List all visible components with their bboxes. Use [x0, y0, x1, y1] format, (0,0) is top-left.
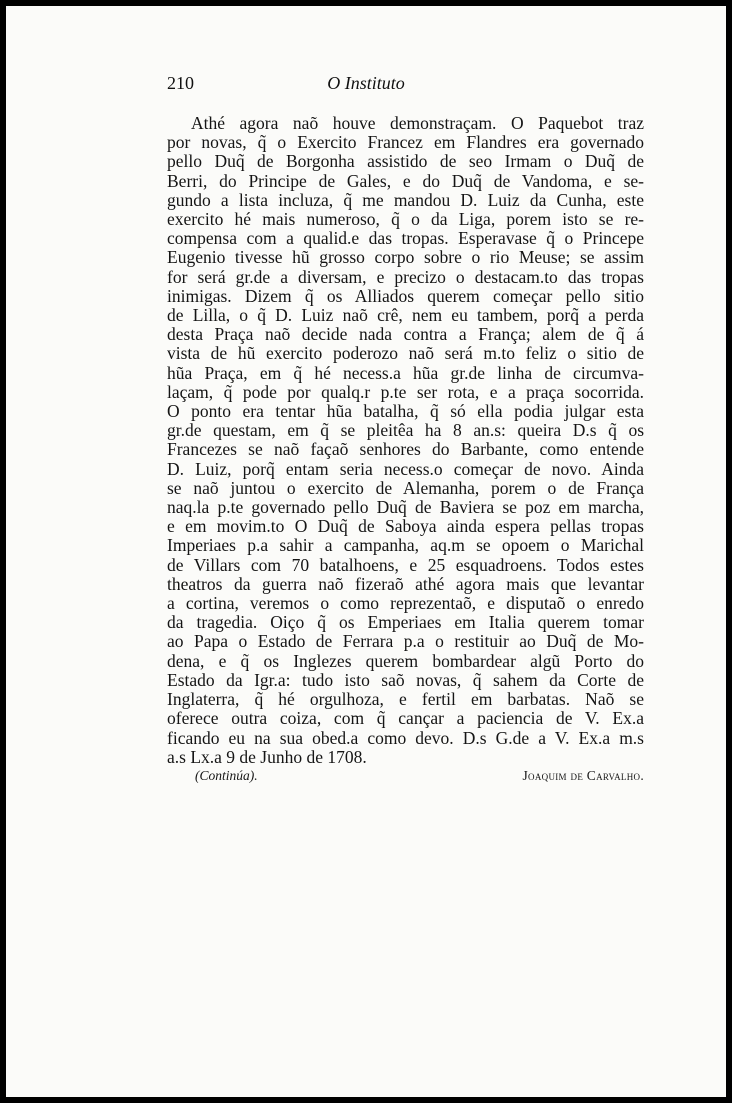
text-line: O ponto era tentar hũa batalha, q̃ só ella podia julgar esta	[167, 401, 644, 422]
text-line: pello Duq̃ de Borgonha assistido de seo Irmam o Duq̃ de	[167, 151, 644, 172]
document-page	[6, 6, 726, 1097]
page-header	[6, 73, 726, 95]
page-number: 210	[167, 73, 194, 93]
text-line: de Villars com 70 batalhoens, e 25 esquadroens. Todos estes	[167, 554, 644, 575]
text-line: ao Papa o Estado de Ferrara p.a o restituir ao Duq̃ de Mo-	[167, 631, 644, 652]
continued-note: (Continúa).	[195, 768, 258, 783]
text-line: gr.de questam, em q̃ se pleitêa ha 8 an.s: queira D.s q̃ os	[167, 420, 644, 441]
text-line: da tragedia. Oiço q̃ os Emperiaes em Italia querem tomar	[167, 612, 644, 633]
text-line: hũa Praça, em q̃ hé necess.a hũa gr.de linha de circumva-	[167, 362, 644, 383]
running-title: O Instituto	[327, 73, 405, 93]
text-line: desta Praça naõ decide nada contra a França; alem de q̃ á	[167, 324, 644, 345]
text-line: Eugenio tivesse hũ grosso corpo sobre o rio Meuse; se assim	[167, 247, 644, 268]
text-line: Berri, do Principe de Gales, e do Duq̃ de Vandoma, e se-	[167, 170, 644, 191]
text-line: a.s Lx.a 9 de Junho de 1708.	[167, 746, 367, 767]
text-line: gundo a lista incluza, q̃ me mandou D. Luiz da Cunha, este	[167, 189, 644, 210]
text-line: vista de hũ exercito poderozo naõ será m.to feliz o sitio de	[167, 343, 644, 364]
text-line: de Lilla, o q̃ D. Luiz naõ crê, nem eu tambem, porq̃ a perda	[167, 305, 644, 326]
text-line: naq.la p.te governado pello Duq̃ de Baviera se poz em marcha,	[167, 497, 644, 518]
text-line: Imperiaes p.a sahir a campanha, aq.m se opoem o Marichal	[167, 535, 644, 556]
text-line: se naõ juntou o exercito de Alemanha, porem o de França	[167, 477, 644, 498]
text-line: a cortina, veremos o como reprezentaõ, e disputaõ o enredo	[167, 593, 644, 614]
text-line: laçam, q̃ pode por qualq.r p.te ser rota, e a praça socorrida.	[167, 381, 644, 402]
text-line: inimigas. Dizem q̃ os Alliados querem começar pello sitio	[167, 285, 644, 306]
text-line: por novas, q̃ o Exercito Francez em Flandres era governado	[167, 132, 644, 153]
text-line: Francezes se naõ façaõ senhores do Barbante, como entende	[167, 439, 644, 460]
text-line: oferece outra coiza, com q̃ cançar a paciencia de V. Ex.a	[167, 708, 644, 729]
text-line: e em movim.to O Duq̃ de Saboya ainda espera pellas tropas	[167, 516, 644, 537]
text-line: Inglaterra, q̃ hé orgulhoza, e fertil em barbatas. Naõ se	[167, 689, 644, 710]
text-line: D. Luiz, porq̃ entam seria necess.o começar de novo. Ainda	[167, 458, 644, 479]
text-line: Athé agora naõ houve demonstraçam. O Paquebot traz	[191, 113, 644, 133]
text-line: exercito hé mais numeroso, q̃ o da Liga, porem isto se re-	[167, 209, 644, 230]
text-line: ficando eu na sua obed.a como devo. D.s G.de a V. Ex.a m.s	[167, 727, 644, 748]
text-line: theatros da guerra naõ fizeraõ athé agora mais que levantar	[167, 573, 644, 594]
text-line: Estado da Igr.a: tudo isto saõ novas, q̃ sahem da Corte de	[167, 669, 644, 690]
page-footer	[167, 768, 644, 788]
text-line: for será gr.de a diversam, e precizo o destacam.to das tropas	[167, 266, 644, 287]
author-signature: Joaquim de Carvalho.	[522, 768, 644, 783]
letter-body	[167, 114, 644, 767]
text-line: compensa com a qualid.e das tropas. Esperavase q̃ o Princepe	[167, 228, 644, 249]
text-line: dena, e q̃ os Inglezes querem bombardear algũ Porto do	[167, 650, 644, 671]
